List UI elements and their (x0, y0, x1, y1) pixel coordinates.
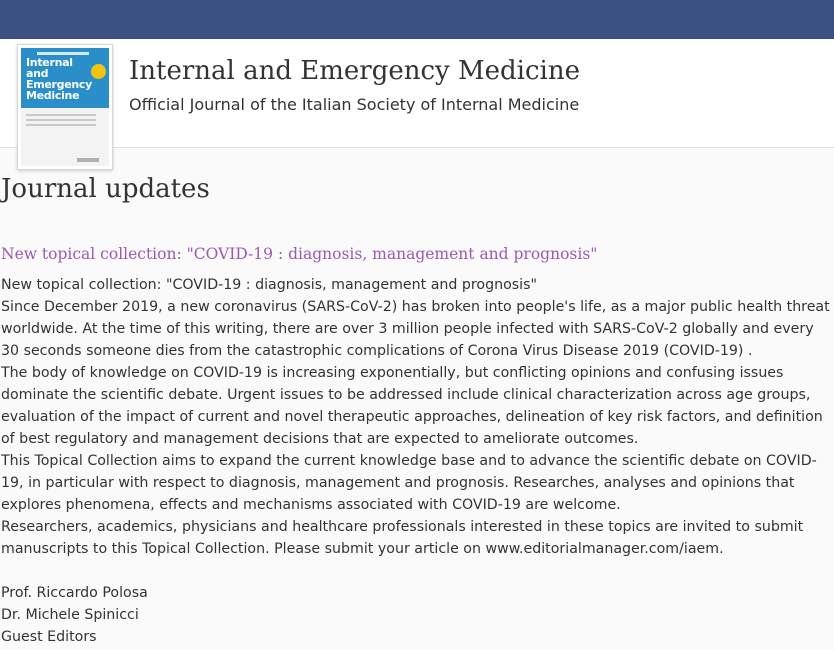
article-line: New topical collection: "COVID-19 : diagnosis, management and prognosis" (1, 277, 538, 293)
cover-title-line: Medicine (26, 89, 80, 102)
article-line: explores phenomena, effects and mechanisms associated with COVID-19 are welcome. (1, 497, 621, 513)
paragraph-spacer (1, 560, 829, 582)
article-line: The body of knowledge on COVID-19 is increasing exponentially, but conflicting opinions and confusing issues (1, 365, 784, 381)
article-line: worldwide. At the time of this writing, there are over 3 million people infected with SARS-CoV-2 globally and every (1, 321, 814, 337)
article-line: This Topical Collection aims to expand the current knowledge base and to advance the scientific debate on COVID- (1, 453, 817, 469)
journal-cover-image[interactable] (17, 44, 113, 170)
journal-title[interactable]: Internal and Emergency Medicine (129, 56, 580, 86)
guest-editor-name: Dr. Michele Spinicci (1, 607, 139, 623)
top-navigation-bar (0, 0, 834, 39)
cover-title-line: and (26, 67, 49, 80)
article-line: 19, in particular with respect to diagnosis, management and prognosis. Researches, analyses and opinions that (1, 475, 795, 491)
cover-title-line: Internal (26, 56, 73, 69)
journal-subtitle: Official Journal of the Italian Society of Internal Medicine (129, 95, 580, 114)
article-line: manuscripts to this Topical Collection. Please submit your article on www.editorialmanager.com/iaem. (1, 541, 724, 557)
cover-title-text (26, 57, 106, 101)
publisher-logo-icon (77, 158, 99, 162)
article-line: evaluation of the impact of current and novel therapeutic approaches, delineation of key risk factors, and definition (1, 409, 823, 425)
article-line: Since December 2019, a new coronavirus (SARS-CoV-2) has broken into people's life, as a major public health threat (1, 299, 830, 315)
article-line: dominate the scientific debate. Urgent issues to be addressed include clinical characterization across age groups, (1, 387, 811, 403)
article-line: 30 seconds someone dies from the catastrophic complications of Corona Virus Disease 2019 (COVID-19) . (1, 343, 753, 359)
journal-header (0, 39, 834, 148)
cover-artwork (21, 48, 109, 166)
article-title-link[interactable]: New topical collection: "COVID-19 : diagnosis, management and prognosis" (1, 245, 598, 263)
article-line: of best regulatory and management decisions that are expected to ameliorate outcomes. (1, 431, 639, 447)
guest-editor-name: Prof. Riccardo Polosa (1, 585, 148, 601)
cover-volume-strip (37, 52, 89, 55)
article-body (1, 274, 829, 648)
guest-editors-label: Guest Editors (1, 629, 97, 645)
article-line: Researchers, academics, physicians and healthcare professionals interested in these topics are invited to submit (1, 519, 804, 535)
cover-title-line: Emergency (26, 78, 93, 91)
cover-badge-icon (91, 64, 106, 79)
journal-updates-heading: Journal updates (1, 174, 210, 204)
cover-detail-lines (26, 114, 96, 129)
